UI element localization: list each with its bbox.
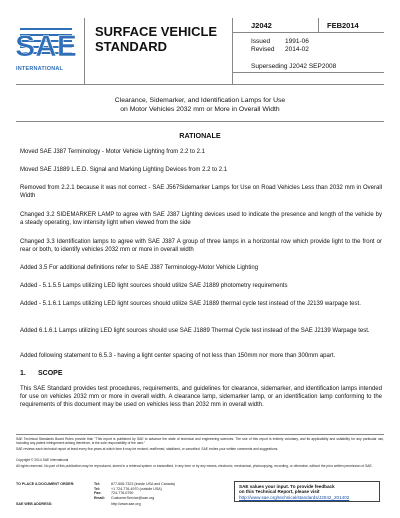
rationale-paragraph: Added 3.5 For additional definitions refer to SAE J387 Terminology-Motor Vehicle Lighting: [20, 265, 259, 271]
rationale-paragraph: Added 6.1.6.1 Lamps utilizing LED light sources should use SAE J1889 Thermal Cycle test instead of the SAE J2139 Warpage test.: [20, 328, 370, 334]
footer-divider: [16, 434, 384, 435]
document-number: J2042: [232, 18, 318, 33]
web-address-link[interactable]: http://www.sae.org: [111, 502, 141, 506]
sae-logo-icon: [15, 22, 77, 64]
fax-value: 724-776-0790: [111, 491, 134, 496]
scope-number: 1.: [20, 370, 26, 377]
footer-copyright: Copyright © 2014 SAE International: [16, 458, 69, 462]
issued-label: Issued: [251, 38, 271, 45]
svg-text:SAE: SAE: [15, 30, 77, 63]
rationale-paragraph: Added following statement to 6.5.3 - having a light center spacing of not less than 150mm nor more than 300mm apart.: [20, 353, 336, 359]
header-divider: [16, 84, 384, 85]
tel-label: Tel:: [94, 482, 101, 486]
rationale-paragraph: Moved SAE J1889 L.E.D. Signal and Marking Lighting Devices from 2.2 to 2.1: [20, 167, 228, 173]
rationale-paragraph: Added - 5.1.5.5 Lamps utilizing LED light sources should utilize SAE J1889 photometry requirements: [20, 283, 288, 289]
standard-title: [95, 24, 217, 54]
issued-row: [251, 38, 309, 45]
tel2-value: +1 724-776-4970 (outside USA): [111, 486, 162, 491]
rationale-paragraph: Changed 3.2 SIDEMARKER LAMP to agree with SAE J387 Lighting devices used to indicate the presence and length of the vehicle by a steady operating, low intensity light when viewed from the side: [20, 212, 382, 227]
rationale-paragraph: Moved SAE J387 Terminology - Motor Vehicle Lighting from 2.2 to 2.1: [20, 149, 205, 155]
rationale-heading: RATIONALE: [179, 131, 221, 140]
feedback-box: [234, 481, 380, 502]
sae-international-label: INTERNATIONAL: [16, 66, 64, 72]
document-subtitle: [16, 96, 384, 114]
feedback-link[interactable]: http://www.sae.org/technical/standards/J2042_201402: [239, 494, 350, 500]
document-date: FEB2014: [318, 18, 384, 33]
issue-info: [232, 33, 385, 84]
standard-title-box: [84, 18, 233, 84]
feedback-line-1: SAE values your input. To provide feedback: [239, 484, 335, 489]
tel-value: 877-606-7323 (inside USA and Canada): [111, 482, 175, 486]
rationale-paragraph: Changed 3.3 Identification lamps to agree with SAE J387 A group of three lamps in a horizontal row which provide light to the front or rear or both, to identify vehicles 2032 mm or more in overall width: [20, 239, 382, 254]
issue-divider: [232, 72, 384, 73]
scope-title: SCOPE: [38, 370, 63, 377]
footer-policy-2: SAE reviews each technical report at least every five years at which time it may be revised, reaffirmed, stabilized, or cancelled. SAE invites your written comments and suggestions.: [16, 447, 279, 451]
revised-value: 2014-02: [285, 46, 309, 53]
rationale-paragraph: Removed from 2.2.1 because it was not correct - SAE J567Sidemarker Lamps for Use on Road Vehicles Less than 2032 mm in Overall Width: [20, 185, 382, 200]
superseding-row: Superseding J2042 SEP2008: [251, 63, 337, 70]
title-line-1: SURFACE VEHICLE: [95, 24, 218, 39]
fax-label: Fax:: [94, 491, 102, 496]
rationale-paragraph: Added - 5.1.6.1 Lamps utilizing LED light sources should utilize SAE J1889 thermal cycle test instead of the J2139 warpage test.: [20, 301, 361, 307]
revised-row: [251, 46, 309, 53]
subtitle-line-1: Clearance, Sidemarker, and Identification Lamps for Use: [114, 97, 286, 104]
scope-heading: [20, 370, 63, 377]
scope-paragraph: This SAE Standard provides test procedures, requirements, and guidelines for clearance, sidemarker, and identification lamps intended for use on vehicles 2032 mm or more in overall width. A clearance lamp, sidemarker lamp, or an identification lamp conforming to the requirements of this document may be used on vehicles less than 2032 mm in overall width.: [20, 386, 382, 409]
sae-logo: [16, 22, 80, 82]
revised-label: Revised: [251, 46, 275, 53]
feedback-line-2: on this Technical Report, please visit: [239, 489, 320, 495]
footer-policy-1: SAE Technical Standards Board Rules provide that: "This report is published by SAE to advance the state of technical and engineering sciences. The use of this report is entirely voluntary, and its applicability and suitability for any particular use, including any patent infringement arising therefrom, is the sole responsibility of the user.": [16, 437, 384, 446]
order-label: TO PLACE A DOCUMENT ORDER:: [16, 482, 75, 486]
tel2-label: Tel:: [94, 486, 101, 491]
footer-rights: All rights reserved. No part of this publication may be reproduced, stored in a retrieval system or transmitted, in any form or by any means, electronic, mechanical, photocopying, recording, or otherwise, without the prior written permission of SAE.: [16, 464, 373, 468]
web-label: SAE WEB ADDRESS:: [16, 502, 53, 506]
issued-value: 1991-06: [285, 38, 309, 45]
email-label: Email:: [94, 496, 105, 501]
subtitle-line-2: on Motor Vehicles 2032 mm or More in Overall Width: [120, 106, 280, 113]
email-value[interactable]: CustomerService@sae.org: [111, 496, 155, 501]
document-header: [16, 18, 384, 93]
subtitle-divider: [16, 121, 384, 122]
title-line-2: STANDARD: [95, 39, 167, 54]
